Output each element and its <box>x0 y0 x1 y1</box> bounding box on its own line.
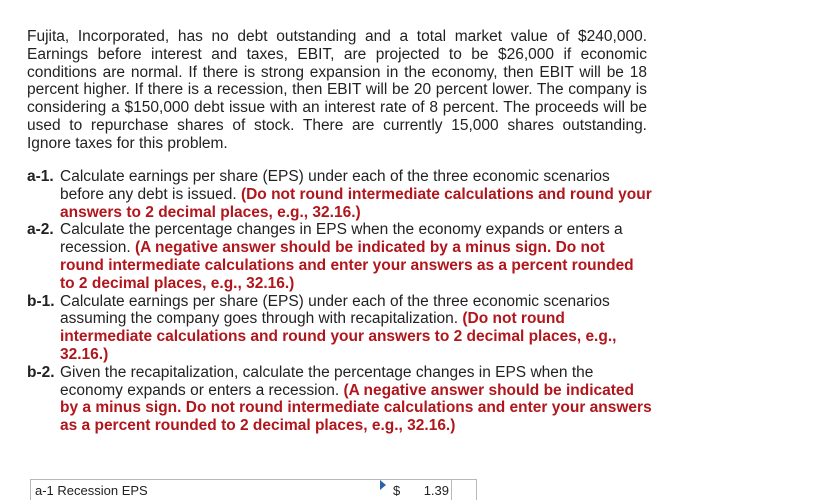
question-text: Calculate the percentage changes in EPS when the economy expands or enters a recession. <box>60 221 623 257</box>
question-label: b-1. <box>27 292 55 310</box>
question-hint: (Do not round intermediate calculations and round your answers to 2 decimal places, e.g., 32.16.) <box>60 310 617 363</box>
answer-divider <box>451 480 452 500</box>
question-text: Calculate earnings per share (EPS) under each of the three economic scenarios before any debt is issued. <box>60 168 610 203</box>
problem-intro: Fujita, Incorporated, has no debt outstanding and a total market value of $240,000. Earnings before interest and taxes, EBIT, are projected to be $26,000 if economic conditions are normal. If there is strong expansion in the economy, then EBIT will be 18 percent higher. If there is a recession, then EBIT will be 20 percent lower. The company is considering a $150,000 debt issue with an interest rate of 8 percent. The proceeds will be used to repurchase shares of stock. There are currently 15,000 shares outstanding. Ignore taxes for this problem. <box>27 28 647 152</box>
question-hint: (A negative answer should be indicated by a minus sign. Do not round intermediate calculations and enter your answers as a percent rounded to 2 decimal places, e.g., 32.16.) <box>60 381 652 435</box>
question-a1 <box>27 168 652 221</box>
question-hint: (Do not round intermediate calculations and round your answers to 2 decimal places, e.g., 32.16.) <box>60 185 652 221</box>
answer-input[interactable]: 1.39 <box>423 483 449 498</box>
answer-row-label: a-1 Recession EPS <box>35 483 148 498</box>
question-text: Calculate earnings per share (EPS) under each of the three economic scenarios assuming the company goes through with recapitalization. <box>60 292 610 328</box>
question-label: a-2. <box>27 221 54 239</box>
question-hint: (A negative answer should be indicated by a minus sign. Do not round intermediate calculations and enter your answers as a percent rounded to 2 decimal places, e.g., 32.16.) <box>60 239 634 292</box>
question-body <box>60 293 652 364</box>
question-body <box>60 364 652 435</box>
question-label: a-1. <box>27 168 54 185</box>
question-b2 <box>27 364 652 435</box>
question-body <box>60 221 652 292</box>
question-label: b-2. <box>27 363 55 381</box>
question-list <box>27 168 652 435</box>
question-body <box>60 168 652 221</box>
question-b1 <box>27 293 652 364</box>
answer-currency: $ <box>393 483 401 498</box>
question-a2 <box>27 221 652 292</box>
question-text: Given the recapitalization, calculate the percentage changes in EPS when the economy expands or enters a recession. <box>60 363 594 399</box>
answer-table <box>30 479 477 500</box>
